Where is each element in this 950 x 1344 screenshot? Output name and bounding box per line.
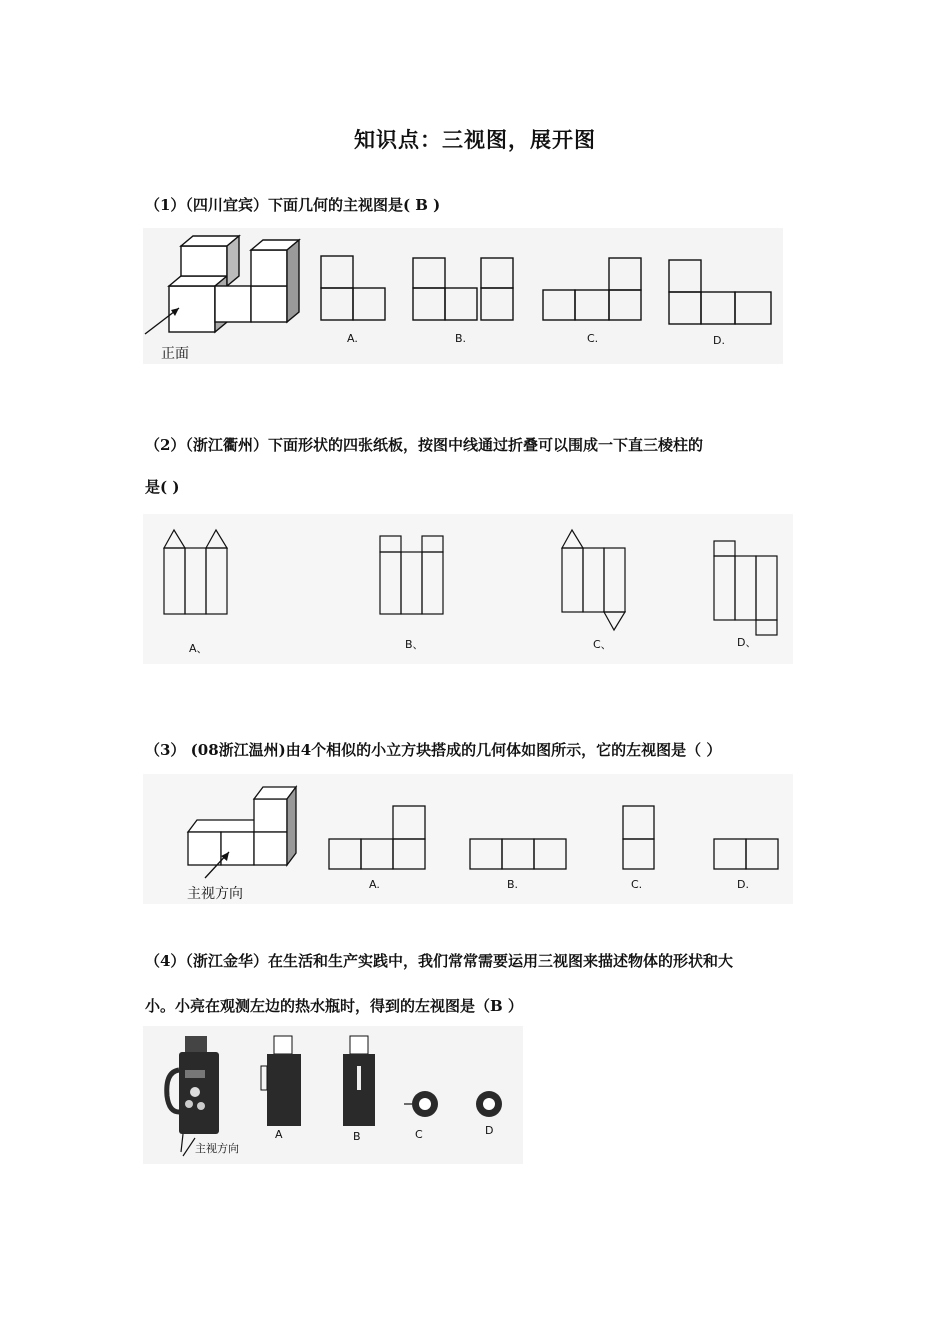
page-title: 知识点：三视图，展开图 (354, 127, 596, 152)
question-3-caption: 主视方向 (187, 886, 243, 902)
q1-option-d: D. (713, 334, 725, 347)
q3-option-a: A. (369, 878, 380, 891)
q4-option-a: A (275, 1128, 283, 1141)
question-2-text-line2: 是( ) (145, 478, 180, 496)
question-2-figure (143, 514, 793, 668)
question-1-caption: 正面 (161, 346, 189, 362)
question-3-text: （3） (08浙江温州)由4个相似的小立方块搭成的几何体如图所示，它的左视图是（ ） (145, 741, 722, 759)
q2-option-c: C、 (593, 638, 612, 651)
question-3-figure (143, 774, 793, 908)
question-2-text-line1: （2）（浙江衢州）下面形状的四张纸板，按图中线通过折叠可以围成一下直三棱柱的 (145, 436, 703, 454)
q3-option-c: C. (631, 878, 643, 891)
q1-option-c: C. (587, 332, 599, 345)
question-4-caption: 主视方向 (195, 1142, 239, 1155)
question-4-text-line1: （4）（浙江金华）在生活和生产实践中，我们常常需要运用三视图来描述物体的形状和大 (145, 952, 733, 970)
q2-option-a: A、 (189, 642, 208, 655)
question-4-figure (143, 1026, 523, 1168)
q3-option-b: B. (507, 878, 519, 891)
question-1-text: （1）（四川宜宾）下面几何的主视图是( B ) (145, 196, 441, 214)
q4-option-d: D (485, 1124, 494, 1137)
q2-option-d: D、 (737, 636, 757, 649)
question-1-figure (143, 228, 783, 368)
q4-option-c: C (415, 1128, 423, 1141)
q1-option-b: B. (455, 332, 467, 345)
q2-option-b: B、 (405, 638, 424, 651)
question-4-text-line2: 小。小亮在观测左边的热水瓶时，得到的左视图是（B ） (145, 997, 523, 1015)
q3-option-d: D. (737, 878, 749, 891)
q1-option-a: A. (347, 332, 358, 345)
q4-option-b: B (353, 1130, 361, 1143)
